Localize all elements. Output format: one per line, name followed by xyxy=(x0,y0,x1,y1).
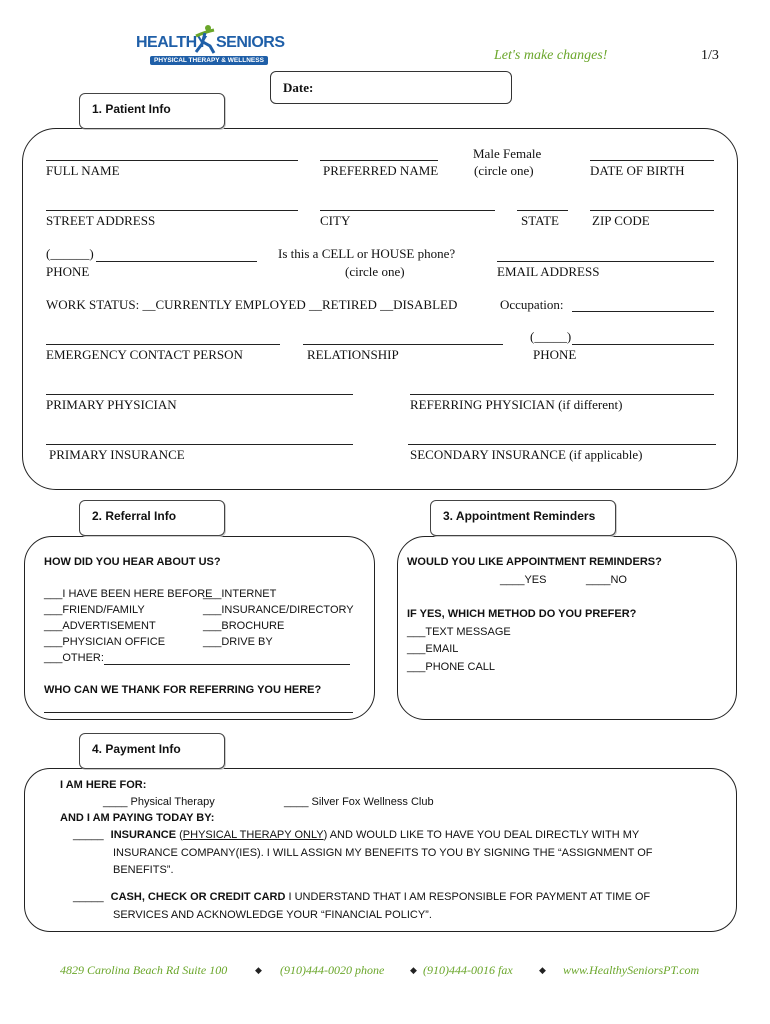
work-status[interactable]: WORK STATUS: __CURRENTLY EMPLOYED __RETIRED __DISABLED xyxy=(46,297,458,312)
referring-physician-label: REFERRING PHYSICIAN (if different) xyxy=(410,397,623,412)
occupation-line[interactable] xyxy=(572,311,714,312)
referral-option-been-here[interactable]: ___I HAVE BEEN HERE BEFORE xyxy=(44,588,213,600)
slogan: Let's make changes! xyxy=(494,48,608,63)
reminders-phone-call[interactable]: ___PHONE CALL xyxy=(407,661,496,673)
state-line[interactable] xyxy=(517,210,568,211)
zip-label: ZIP CODE xyxy=(592,213,650,228)
phone-prefix: (______) xyxy=(46,246,94,261)
footer-web[interactable]: www.HealthySeniorsPT.com xyxy=(563,963,700,977)
footer-address: 4829 Carolina Beach Rd Suite 100 xyxy=(60,963,228,977)
referral-thank-question: WHO CAN WE THANK FOR REFERRING YOU HERE? xyxy=(44,684,322,696)
footer-fax: (910)444-0016 fax xyxy=(423,963,513,977)
logo-tagline: PHYSICAL THERAPY & WELLNESS xyxy=(150,56,268,65)
payment-insurance-underlined: PHYSICAL THERAPY ONLY xyxy=(182,829,324,841)
relationship-label: RELATIONSHIP xyxy=(307,347,399,362)
referral-question: HOW DID YOU HEAR ABOUT US? xyxy=(44,556,221,568)
date-field[interactable] xyxy=(270,71,512,104)
referral-thank-line[interactable] xyxy=(44,712,353,713)
payment-cash-line2: SERVICES AND ACKNOWLEDGE YOUR “FINANCIAL POLICY”. xyxy=(113,909,432,921)
cell-house-question[interactable]: Is this a CELL or HOUSE phone? xyxy=(278,246,456,261)
payment-cash-bold: CASH, CHECK OR CREDIT CARD xyxy=(110,891,286,903)
zip-line[interactable] xyxy=(590,210,714,211)
referral-option-other[interactable]: ___OTHER: xyxy=(44,652,104,664)
referral-option-insurance[interactable]: ___INSURANCE/DIRECTORY xyxy=(203,604,354,616)
full-name-label: FULL NAME xyxy=(46,163,120,178)
referral-other-line[interactable] xyxy=(104,664,350,665)
primary-physician-label: PRIMARY PHYSICIAN xyxy=(46,397,177,412)
tab-referral: 2. Referral Info xyxy=(79,500,225,536)
tab-patient-info: 1. Patient Info xyxy=(79,93,225,129)
referring-physician-line[interactable] xyxy=(410,394,714,395)
footer-phone: (910)444-0020 phone xyxy=(280,963,385,977)
date-label: Date: xyxy=(283,80,314,95)
tab-payment: 4. Payment Info xyxy=(79,733,225,769)
reminders-email[interactable]: ___EMAIL xyxy=(407,643,459,655)
payment-cash-option[interactable] xyxy=(73,891,650,903)
payment-insurance-option[interactable] xyxy=(73,829,639,841)
reminders-question: WOULD YOU LIKE APPOINTMENT REMINDERS? xyxy=(407,556,662,568)
phone-prefix-2: (_____) xyxy=(530,329,572,344)
payment-paying-by: AND I AM PAYING TODAY BY: xyxy=(60,812,215,824)
referral-option-physician[interactable]: ___PHYSICIAN OFFICE xyxy=(44,636,166,648)
emergency-line[interactable] xyxy=(46,344,280,345)
primary-physician-line[interactable] xyxy=(46,394,353,395)
emergency-phone-line[interactable] xyxy=(572,344,714,345)
sex-circle-one: (circle one) xyxy=(474,163,534,178)
footer-diamond-icon: ◆ xyxy=(255,965,262,975)
running-figure-icon xyxy=(192,24,218,54)
reminders-text-message[interactable]: ___TEXT MESSAGE xyxy=(407,626,511,638)
relationship-line[interactable] xyxy=(303,344,503,345)
city-line[interactable] xyxy=(320,210,495,211)
logo-text-right: SENIORS xyxy=(216,34,285,51)
payment-cash-rest: I UNDERSTAND THAT I AM RESPONSIBLE FOR PAYMENT AT TIME OF xyxy=(285,891,651,903)
street-line[interactable] xyxy=(46,210,298,211)
state-label: STATE xyxy=(521,213,559,228)
referral-option-friend[interactable]: ___FRIEND/FAMILY xyxy=(44,604,145,616)
dob-label: DATE OF BIRTH xyxy=(590,163,685,178)
email-label: EMAIL ADDRESS xyxy=(497,264,600,279)
logo xyxy=(136,24,285,70)
payment-insurance-blank[interactable]: _____ xyxy=(73,829,104,841)
secondary-insurance-line[interactable] xyxy=(408,444,716,445)
payment-silver-fox[interactable]: ____ Silver Fox Wellness Club xyxy=(284,796,434,808)
referral-option-internet[interactable]: ___INTERNET xyxy=(203,588,277,600)
primary-insurance-line[interactable] xyxy=(46,444,353,445)
referral-option-advertisement[interactable]: ___ADVERTISEMENT xyxy=(44,620,156,632)
preferred-name-line[interactable] xyxy=(320,160,438,161)
logo-text-left: HEALTHY xyxy=(136,34,207,51)
occupation-label: Occupation: xyxy=(500,297,564,312)
city-label: CITY xyxy=(320,213,351,228)
payment-physical-therapy[interactable]: ____ Physical Therapy xyxy=(103,796,215,808)
payment-insurance-paren: ( xyxy=(176,829,183,841)
payment-insurance-bold: INSURANCE xyxy=(110,829,177,841)
preferred-name-label: PREFERRED NAME xyxy=(323,163,439,178)
emergency-phone-label: PHONE xyxy=(533,347,577,362)
payment-insurance-line2: INSURANCE COMPANY(IES). I WILL ASSIGN MY BENEFITS TO YOU BY SIGNING THE “ASSIGNMENT OF xyxy=(113,847,653,859)
payment-here-for: I AM HERE FOR: xyxy=(60,779,147,791)
street-label: STREET ADDRESS xyxy=(46,213,156,228)
primary-insurance-label: PRIMARY INSURANCE xyxy=(49,447,185,462)
footer-diamond-icon: ◆ xyxy=(410,965,417,975)
reminders-no[interactable]: ____NO xyxy=(586,574,627,586)
email-line[interactable] xyxy=(497,261,714,262)
reminders-method-question: IF YES, WHICH METHOD DO YOU PREFER? xyxy=(407,608,637,620)
footer-diamond-icon: ◆ xyxy=(539,965,546,975)
referral-option-brochure[interactable]: ___BROCHURE xyxy=(203,620,285,632)
sex-options[interactable]: Male Female xyxy=(473,146,542,161)
payment-insurance-rest: ) AND WOULD LIKE TO HAVE YOU DEAL DIRECTLY WITH MY xyxy=(323,829,640,841)
cell-house-circle-one: (circle one) xyxy=(345,264,405,279)
secondary-insurance-label: SECONDARY INSURANCE (if applicable) xyxy=(410,447,643,462)
page-number: 1/3 xyxy=(701,48,719,63)
payment-insurance-line3: BENEFITS”. xyxy=(113,864,174,876)
phone-line[interactable] xyxy=(96,261,257,262)
phone-label: PHONE xyxy=(46,264,90,279)
reminders-yes[interactable]: ____YES xyxy=(500,574,547,586)
dob-line[interactable] xyxy=(590,160,714,161)
tab-reminders: 3. Appointment Reminders xyxy=(430,500,616,536)
full-name-line[interactable] xyxy=(46,160,298,161)
emergency-label: EMERGENCY CONTACT PERSON xyxy=(46,347,243,362)
payment-cash-blank[interactable]: _____ xyxy=(73,891,104,903)
referral-option-drive-by[interactable]: ___DRIVE BY xyxy=(203,636,273,648)
